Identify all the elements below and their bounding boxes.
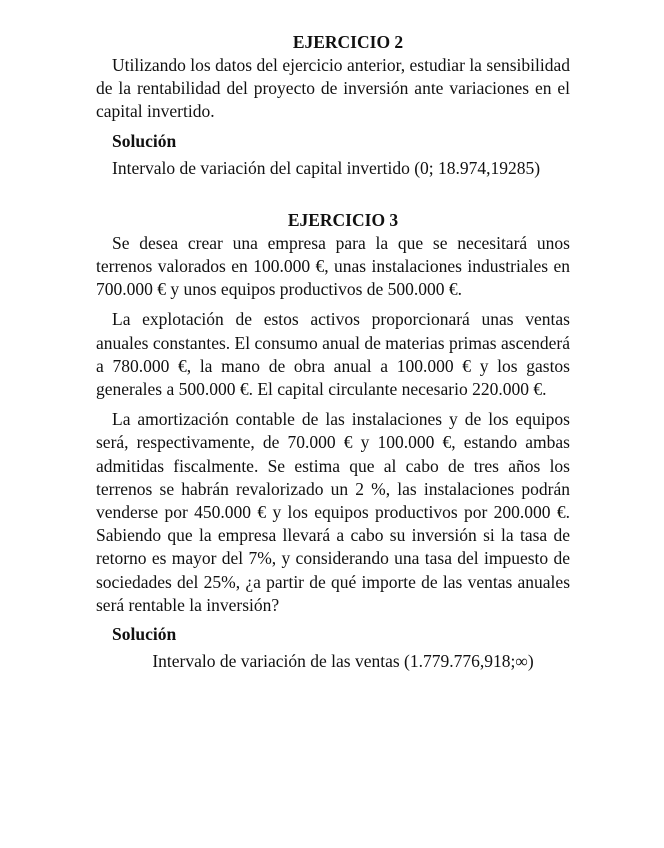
exercise-2-title: EJERCICIO 2 (292, 32, 404, 52)
exercise-3-title: EJERCICIO 3 (287, 209, 399, 230)
exercise-3-solution-label: Solución (112, 624, 177, 645)
document-page (96, 30, 570, 673)
exercise-2-solution-label: Solución (112, 130, 177, 151)
exercise-3-paragraph-1: Se desea crear una empresa para la que se necesitará unos terrenos valorados en 100.000 €, unas instalaciones industriales en 700.000 € y unos equipos productivos de 500.000 €. (96, 232, 570, 300)
exercise-2-statement: Utilizando los datos del ejercicio anterior, estudiar la sensibilidad de la rentabilidad del proyecto de inversión ante variaciones en el capital invertido. (96, 55, 570, 122)
exercise-3-paragraph-3: La amortización contable de las instalaciones y de los equipos será, respectivamente, de 70.000 € y 100.000 €, estando ambas admitidas fiscalmente. Se estima que al cabo de tres años los terrenos se habrán revalorizado un 2 %, las instalaciones podrán venderse por 450.000 € y los equipos productivos por 200.000 €. Sabiendo que la empresa llevará a cabo su inversión si la tasa de retorno es mayor del 7%, y considerando una tasa del impuesto de sociedades del 25%, ¿a partir de qué importe de las ventas anuales será rentable la inversión? (96, 409, 570, 615)
exercise-2-solution: Intervalo de variación del capital invertido (0; 18.974,19285) (112, 157, 541, 178)
exercise-3-paragraph-2: La explotación de estos activos proporcionará unas ventas anuales constantes. El consumo anual de materias primas ascenderá a 780.000 €, la mano de obra anual a 100.000 € y los gastos generales a 500.000 €. El capital circulante necesario 220.000 €. (96, 309, 570, 400)
exercise-3-solution: Intervalo de variación de las ventas (1.779.776,918;∞) (152, 651, 534, 672)
